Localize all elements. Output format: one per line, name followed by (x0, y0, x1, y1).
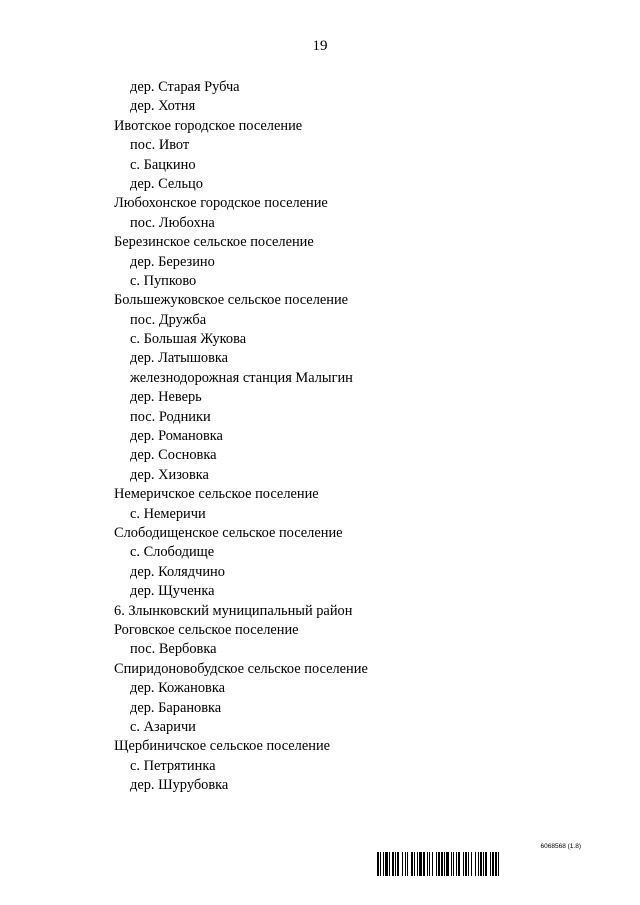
list-item: дер. Барановка (130, 699, 222, 716)
list-item: с. Бацкино (130, 156, 196, 173)
list-item: дер. Кожановка (130, 680, 225, 697)
section-heading: Слободищенское сельское поселение (114, 524, 343, 541)
section-heading: Роговское сельское поселение (114, 621, 299, 638)
page-number: 19 (312, 38, 328, 54)
list-item: с. Пупково (130, 272, 197, 289)
list-item: дер. Шурубовка (130, 777, 229, 794)
list-item: дер. Латышовка (130, 350, 229, 367)
barcode-caption: 6068568 (1.8) (540, 843, 581, 850)
barcode (375, 843, 591, 877)
list-item: с. Петрятинка (130, 757, 216, 774)
section-heading: Щербиничское сельское поселение (114, 738, 331, 755)
section-heading: Ивотское городское поселение (114, 117, 303, 134)
list-item: дер. Романовка (130, 428, 223, 445)
list-item: дер. Хотня (130, 98, 196, 115)
list-item: дер. Хизовка (130, 466, 209, 483)
list-item: пос. Вербовка (130, 641, 217, 658)
list-item: пос. Любохна (130, 214, 215, 231)
list-item: дер. Неверь (130, 389, 202, 406)
list-item: железнодорожная станция Малыгин (130, 369, 353, 386)
section-heading: Спиридоновобудское сельское поселение (114, 660, 368, 677)
list-item: пос. Родники (130, 408, 211, 425)
list-item: пос. Дружба (130, 311, 207, 328)
list-item: дер. Сосновка (130, 447, 217, 464)
section-heading: Большежуковское сельское поселение (114, 292, 349, 309)
section-heading: Любохонское городское поселение (114, 195, 328, 212)
list-item: дер. Колядчино (130, 563, 225, 580)
list-item: пос. Ивот (130, 137, 190, 154)
settlement-list (0, 78, 640, 795)
list-item: дер. Щученка (130, 583, 215, 600)
list-item: с. Азаричи (130, 718, 196, 735)
list-item: с. Большая Жукова (130, 331, 247, 348)
list-item: дер. Сельцо (130, 175, 203, 192)
list-item: с. Немеричи (130, 505, 206, 522)
list-item: дер. Березино (130, 253, 215, 270)
list-item: дер. Старая Рубча (130, 79, 240, 95)
section-heading: Немеричское сельское поселение (114, 486, 319, 503)
barcode-bars (375, 852, 591, 876)
section-heading: 6. Злынковский муниципальный район (114, 602, 353, 619)
section-heading: Березинское сельское поселение (114, 234, 314, 251)
list-item: с. Слободище (130, 544, 215, 561)
